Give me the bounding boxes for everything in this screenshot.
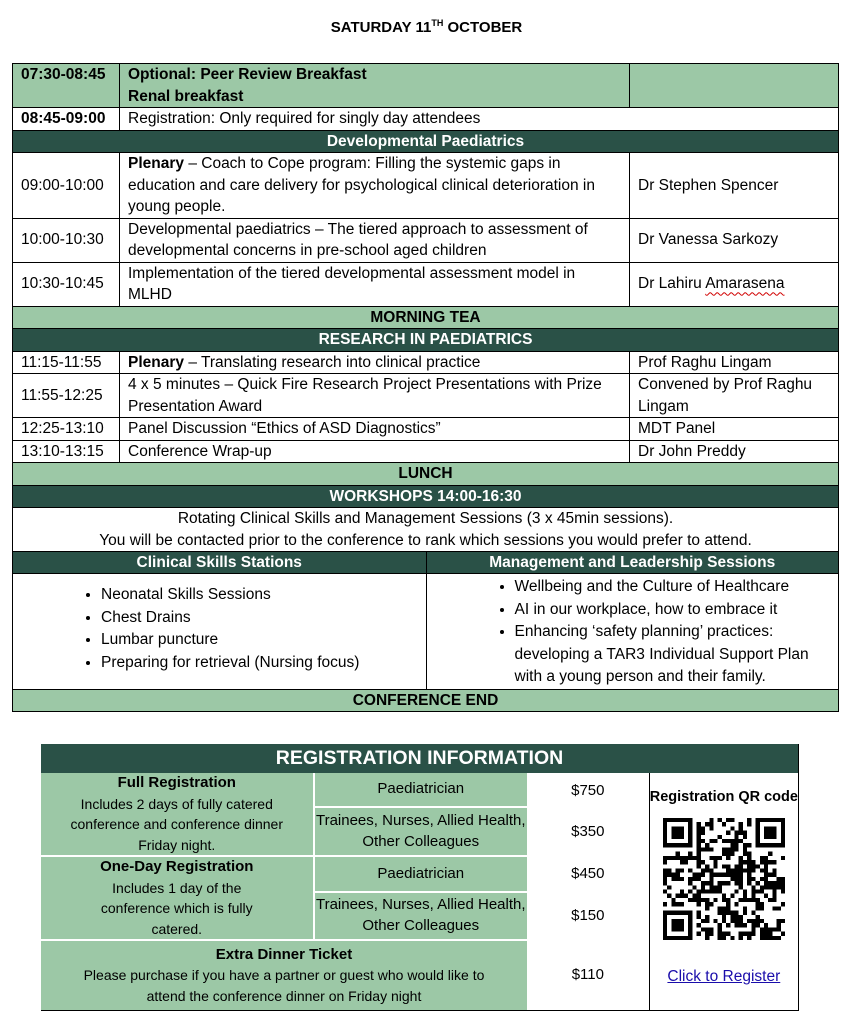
price-cell: $110	[527, 940, 649, 1010]
time-cell: 11:15-11:55	[13, 351, 120, 374]
price-cell: $150	[527, 892, 649, 940]
page-title: SATURDAY 11TH OCTOBER	[330, 18, 523, 36]
speaker-cell: Dr Vanessa Sarkozy	[630, 218, 839, 262]
conference-end-row: CONFERENCE END	[13, 689, 839, 712]
one-day-registration-cell: One-Day Registration Includes 1 day of the conference which is fully catered.	[41, 856, 314, 940]
list-item: • Preparing for retrieval (Nursing focus)	[101, 652, 418, 675]
qr-cell	[649, 773, 798, 1010]
list-item: • Lumbar puncture	[101, 629, 418, 652]
time-cell: 11:55-12:25	[13, 374, 120, 418]
list-item: • Wellbeing and the Culture of Healthcare	[515, 576, 819, 599]
register-link[interactable]: Click to Register	[667, 968, 781, 985]
workshop-description: Rotating Clinical Skills and Management Sessions (3 x 45min sessions). You will be contacted prior to the conference to rank which sessions you would prefer to attend.	[13, 508, 839, 552]
time-cell: 08:45-09:00	[13, 108, 120, 131]
time-cell: 07:30-08:45	[13, 64, 120, 108]
table-row	[13, 108, 839, 131]
category-cell: Trainees, Nurses, Allied Health, Other Colleagues	[314, 807, 527, 856]
time-cell: 09:00-10:00	[13, 153, 120, 219]
section-heading: RESEARCH IN PAEDIATRICS	[13, 329, 839, 352]
category-cell: Paediatrician	[314, 773, 527, 807]
category-cell: Trainees, Nurses, Allied Health, Other Colleagues	[314, 892, 527, 940]
speaker-cell: Convened by Prof Raghu Lingam	[630, 374, 839, 418]
workshop-sessions	[13, 552, 839, 690]
list-item: • Neonatal Skills Sessions	[101, 584, 418, 607]
price-cell: $350	[527, 807, 649, 856]
registration-table	[41, 744, 799, 1011]
management-heading: Management and Leadership Sessions	[426, 552, 838, 574]
time-cell: 10:30-10:45	[13, 262, 120, 306]
time-cell: 10:00-10:30	[13, 218, 120, 262]
price-cell: $750	[527, 773, 649, 807]
management-list	[435, 574, 831, 689]
full-registration-cell: Full Registration Includes 2 days of fully catered conference and conference dinner Friday night.	[41, 773, 314, 856]
table-row	[13, 64, 839, 108]
speaker-cell: MDT Panel	[630, 418, 839, 441]
list-item: • Chest Drains	[101, 607, 418, 630]
time-cell: 13:10-13:15	[13, 440, 120, 463]
registration-heading: REGISTRATION INFORMATION	[41, 744, 799, 773]
clinical-skills-heading: Clinical Skills Stations	[13, 552, 426, 574]
break-row: LUNCH	[13, 463, 839, 486]
dinner-ticket-cell: Extra Dinner Ticket Please purchase if you have a partner or guest who would like to attend the conference dinner on Friday night	[41, 940, 527, 1010]
section-heading: Developmental Paediatrics	[13, 130, 839, 153]
table-row	[13, 218, 839, 262]
session-cell: Plenary – Coach to Cope program: Filling the systemic gaps in education and care delivery for psychological clinical deterioration in young people.	[120, 153, 630, 219]
table-row	[13, 351, 839, 374]
table-row	[13, 262, 839, 306]
session-cell: Developmental paediatrics – The tiered approach to assessment of developmental concerns in pre-school aged children	[120, 218, 630, 262]
section-heading: WORKSHOPS 14:00-16:30	[13, 485, 839, 508]
speaker-cell	[630, 64, 839, 108]
time-cell: 12:25-13:10	[13, 418, 120, 441]
session-cell: Registration: Only required for singly day attendees	[120, 108, 839, 131]
category-cell: Paediatrician	[314, 856, 527, 892]
price-cell: $450	[527, 856, 649, 892]
session-cell: Implementation of the tiered developmental assessment model in MLHD	[120, 262, 630, 306]
qr-code-icon[interactable]	[663, 818, 785, 940]
table-row	[13, 374, 839, 418]
list-item: • AI in our workplace, how to embrace it	[515, 599, 819, 622]
table-row	[13, 418, 839, 441]
session-cell: Panel Discussion “Ethics of ASD Diagnostics”	[120, 418, 630, 441]
session-cell: Plenary – Translating research into clinical practice	[120, 351, 630, 374]
session-cell: Optional: Peer Review Breakfast Renal breakfast	[120, 64, 630, 108]
table-row	[13, 153, 839, 219]
table-row	[13, 440, 839, 463]
speaker-cell: Prof Raghu Lingam	[630, 351, 839, 374]
speaker-cell: Dr Stephen Spencer	[630, 153, 839, 219]
qr-label: Registration QR code	[649, 789, 798, 805]
clinical-skills-list	[21, 574, 418, 674]
schedule-table	[12, 63, 839, 712]
session-cell: 4 x 5 minutes – Quick Fire Research Project Presentations with Prize Presentation Award	[120, 374, 630, 418]
speaker-cell: Dr Lahiru Amarasena	[630, 262, 839, 306]
break-row: MORNING TEA	[13, 306, 839, 329]
speaker-cell: Dr John Preddy	[630, 440, 839, 463]
session-cell: Conference Wrap-up	[120, 440, 630, 463]
list-item: • Enhancing ‘safety planning’ practices: developing a TAR3 Individual Support Plan with a young person and their family.	[515, 621, 819, 689]
